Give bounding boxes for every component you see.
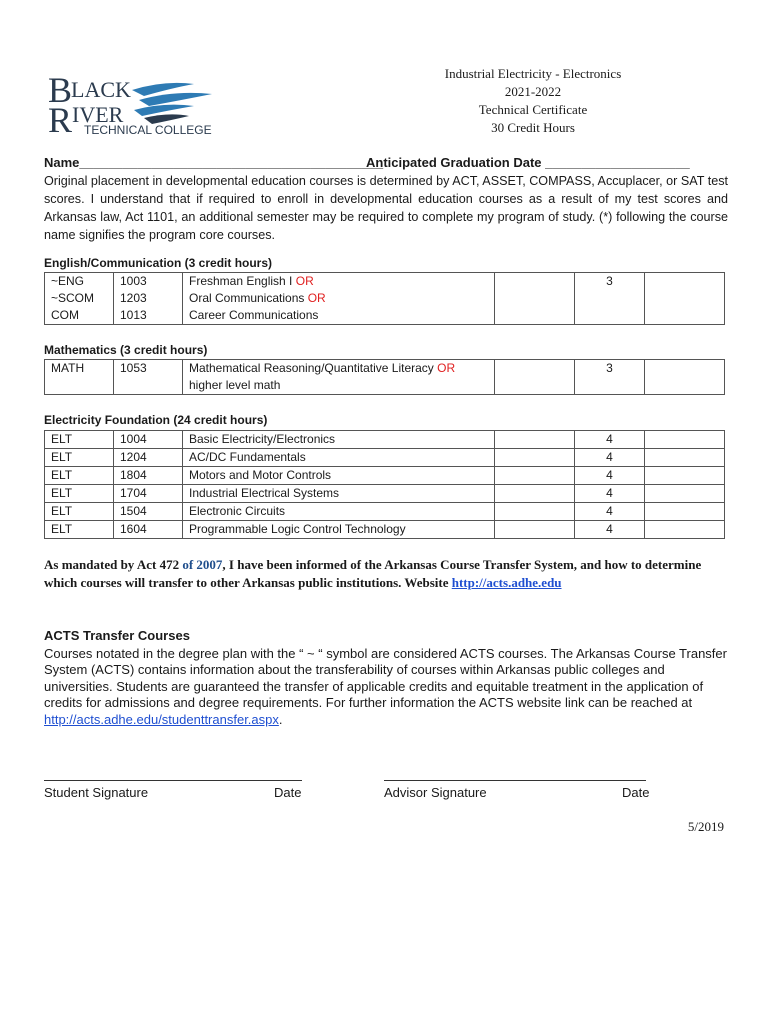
credit-hours: 4 (575, 485, 645, 503)
table-row (45, 449, 725, 467)
course-prefix: MATH (45, 360, 114, 395)
blank-cell (495, 503, 575, 521)
blank-cell (495, 485, 575, 503)
course-name: Oral Communications (189, 291, 305, 305)
course-name: Freshman English I (189, 274, 293, 288)
credit-hours: 4 (575, 431, 645, 449)
course-name: Industrial Electrical Systems (183, 485, 495, 503)
electricity-table (44, 430, 725, 539)
table-row (45, 521, 725, 539)
english-section-title: English/Communication (3 credit hours) (44, 256, 273, 270)
credit-hours: 3 (575, 360, 645, 395)
english-table (44, 272, 725, 325)
blank-cell (495, 449, 575, 467)
advisor-date-label: Date (622, 785, 650, 800)
student-info-line (44, 155, 734, 170)
acts-description: Courses notated in the degree plan with the “ ~ “ symbol are considered ACTS courses. The Arkansas Course Transfer System (ACTS) contains information about the transferability of courses within Arkansas public colleges and universities. Students are guaranteed the transfer of applicable credits and equitable treatment in the application of credits for admissions and degree requirements. For further information the ACTS website link can be reached at http://acts.adhe.edu/studenttransfer.aspx. (44, 646, 727, 727)
blank-cell (495, 521, 575, 539)
placement-statement: Original placement in developmental education courses is determined by ACT, ASSET, COMPASS, Accuplacer, or SAT test scores. I understand that if required to enroll in developmental education courses as a result of my test scores and Arkansas law, Act 1101, an additional semester may be required to complete my program of study. (*) following the course name signifies the program core courses. (44, 174, 728, 242)
course-number: 1504 (114, 503, 183, 521)
course-number: 1003 (120, 274, 147, 288)
grade-cell[interactable] (645, 521, 725, 539)
table-row (45, 467, 725, 485)
advisor-signature-line[interactable] (384, 780, 646, 782)
course-prefix: ELT (45, 431, 114, 449)
grade-cell[interactable] (645, 485, 725, 503)
program-year: 2021-2022 (504, 84, 562, 99)
credit-hours: 4 (575, 449, 645, 467)
course-prefix: ELT (45, 503, 114, 521)
course-prefix: COM (51, 308, 79, 322)
course-number: 1204 (114, 449, 183, 467)
or-label: OR (295, 274, 314, 288)
credit-hours: 3 (575, 273, 645, 325)
course-name: Programmable Logic Control Technology (183, 521, 495, 539)
student-signature-line[interactable] (44, 780, 302, 782)
black-river-logo-icon (44, 70, 234, 140)
or-label: OR (307, 291, 326, 305)
graduation-date-field[interactable]: Anticipated Graduation Date ____________________ (366, 155, 690, 170)
program-header (400, 65, 666, 137)
course-name-continued: higher level math (189, 378, 281, 392)
course-prefix: ~SCOM (51, 291, 95, 305)
program-hours: 30 Credit Hours (491, 120, 575, 135)
grade-cell[interactable] (645, 503, 725, 521)
course-number: 1704 (114, 485, 183, 503)
student-date-label: Date (274, 785, 302, 800)
course-number: 1203 (120, 291, 147, 305)
grade-cell[interactable] (645, 273, 725, 325)
course-name: Motors and Motor Controls (183, 467, 495, 485)
name-field[interactable]: Name__________________________________________ (44, 155, 384, 170)
svg-text:TECHNICAL COLLEGE: TECHNICAL COLLEGE (84, 123, 212, 137)
course-name: Career Communications (189, 308, 319, 322)
program-name: Industrial Electricity - Electronics (444, 66, 622, 81)
course-prefix: ELT (45, 485, 114, 503)
svg-text:R: R (48, 100, 73, 140)
act-472-statement: As mandated by Act 472 of 2007, I have been informed of the Arkansas Course Transfer System, and how to determine which courses will transfer to other Arkansas public institutions. Website http://acts.adhe.edu (44, 557, 702, 590)
svg-text:B: B (48, 70, 73, 110)
grade-cell[interactable] (645, 449, 725, 467)
revision-date: 5/2019 (687, 819, 724, 834)
grade-cell[interactable] (645, 431, 725, 449)
course-prefix: ~ENG (51, 274, 85, 288)
table-row (45, 360, 725, 395)
credit-hours: 4 (575, 503, 645, 521)
grade-cell[interactable] (645, 360, 725, 395)
course-number: 1053 (114, 360, 183, 395)
math-table (44, 359, 725, 395)
course-prefix: ELT (45, 449, 114, 467)
advisor-signature-label: Advisor Signature (384, 785, 487, 800)
student-signature-label: Student Signature (44, 785, 149, 800)
grade-cell[interactable] (645, 467, 725, 485)
table-row (45, 431, 725, 449)
acts-transfer-link[interactable]: http://acts.adhe.edu/studenttransfer.aspx (44, 711, 279, 727)
course-name: Mathematical Reasoning/Quantitative Literacy (189, 361, 434, 375)
course-prefix: ELT (45, 521, 114, 539)
math-section-title: Mathematics (3 credit hours) (44, 343, 208, 357)
credit-hours: 4 (575, 467, 645, 485)
blank-cell (495, 431, 575, 449)
course-number: 1004 (114, 431, 183, 449)
table-row (45, 503, 725, 521)
table-row (45, 485, 725, 503)
table-row (45, 273, 725, 325)
or-label: OR (437, 361, 456, 375)
course-number: 1804 (114, 467, 183, 485)
course-name: AC/DC Fundamentals (183, 449, 495, 467)
acts-section-title: ACTS Transfer Courses (44, 628, 190, 643)
acts-website-link[interactable]: http://acts.adhe.edu (451, 575, 562, 590)
course-number: 1604 (114, 521, 183, 539)
svg-text:IVER: IVER (72, 102, 124, 127)
course-number: 1013 (120, 308, 147, 322)
course-name: Basic Electricity/Electronics (183, 431, 495, 449)
blank-cell (495, 467, 575, 485)
course-name: Electronic Circuits (183, 503, 495, 521)
credit-hours: 4 (575, 521, 645, 539)
course-prefix: ELT (45, 467, 114, 485)
svg-text:LACK: LACK (71, 77, 131, 102)
program-type: Technical Certificate (478, 102, 588, 117)
electricity-section-title: Electricity Foundation (24 credit hours) (44, 413, 268, 427)
college-logo (44, 70, 234, 140)
